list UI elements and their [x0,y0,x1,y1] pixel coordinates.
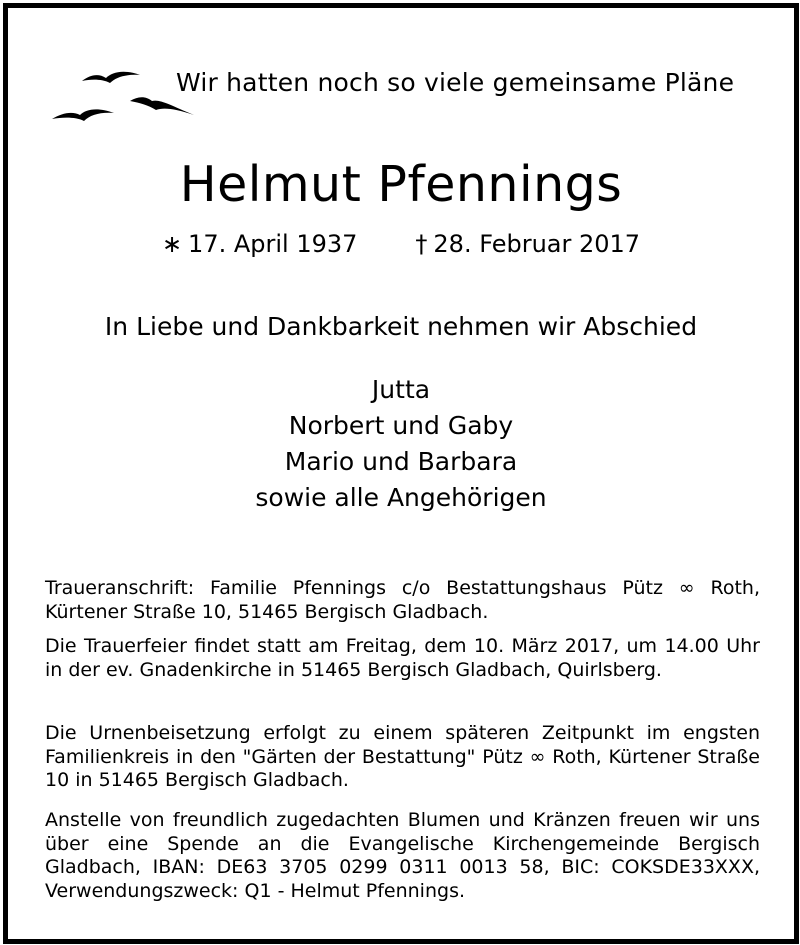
mourner-line: sowie alle Angehörigen [255,483,547,512]
mourner-line: Norbert und Gaby [288,411,514,440]
motto: Wir hatten noch so viele gemeinsame Pläne [176,68,735,97]
mourner-line: Mario und Barbara [284,447,518,476]
birth-date: 17. April 1937 [188,230,358,258]
urn-burial-notice: Die Urnenbeisetzung erfolgt zu einem späteren Zeitpunkt im engsten Familienkreis in den "Gärten der Bestattung" Pütz ∞ Roth, Kürtener Straße 10 in 51465 Bergisch Gladbach. [45,722,760,791]
death-date: 28. Februar 2017 [433,230,641,258]
life-dates [8,230,794,258]
mourning-address: Traueranschrift: Familie Pfennings c/o Bestattungshaus Pütz ∞ Roth, Kürtener Straße 10, 51465 Bergisch Gladbach. [45,577,760,623]
farewell-line: In Liebe und Dankbarkeit nehmen wir Abschied [104,312,698,341]
death-symbol: † [415,230,428,258]
mourner-line: Jutta [371,375,431,404]
deceased-name: Helmut Pfennings [179,156,623,213]
funeral-service-notice: Die Trauerfeier findet statt am Freitag, dem 10. März 2017, um 14.00 Uhr in der ev. Gnadenkirche in 51465 Bergisch Gladbach, Quirlsberg. [45,635,760,681]
donation-notice: Anstelle von freundlich zugedachten Blumen und Kränzen freuen wir uns über eine Spende an die Evangelische Kirchengemeinde Bergisch Gladbach, IBAN: DE63 3705 0299 0311 0013 58, BIC: COKSDE33XXX, Verwendungszweck: Q1 - Helmut Pfennings. [45,809,760,902]
mourners-list [8,372,794,516]
birth-symbol: ∗ [161,230,183,258]
obituary-notice [3,3,799,944]
